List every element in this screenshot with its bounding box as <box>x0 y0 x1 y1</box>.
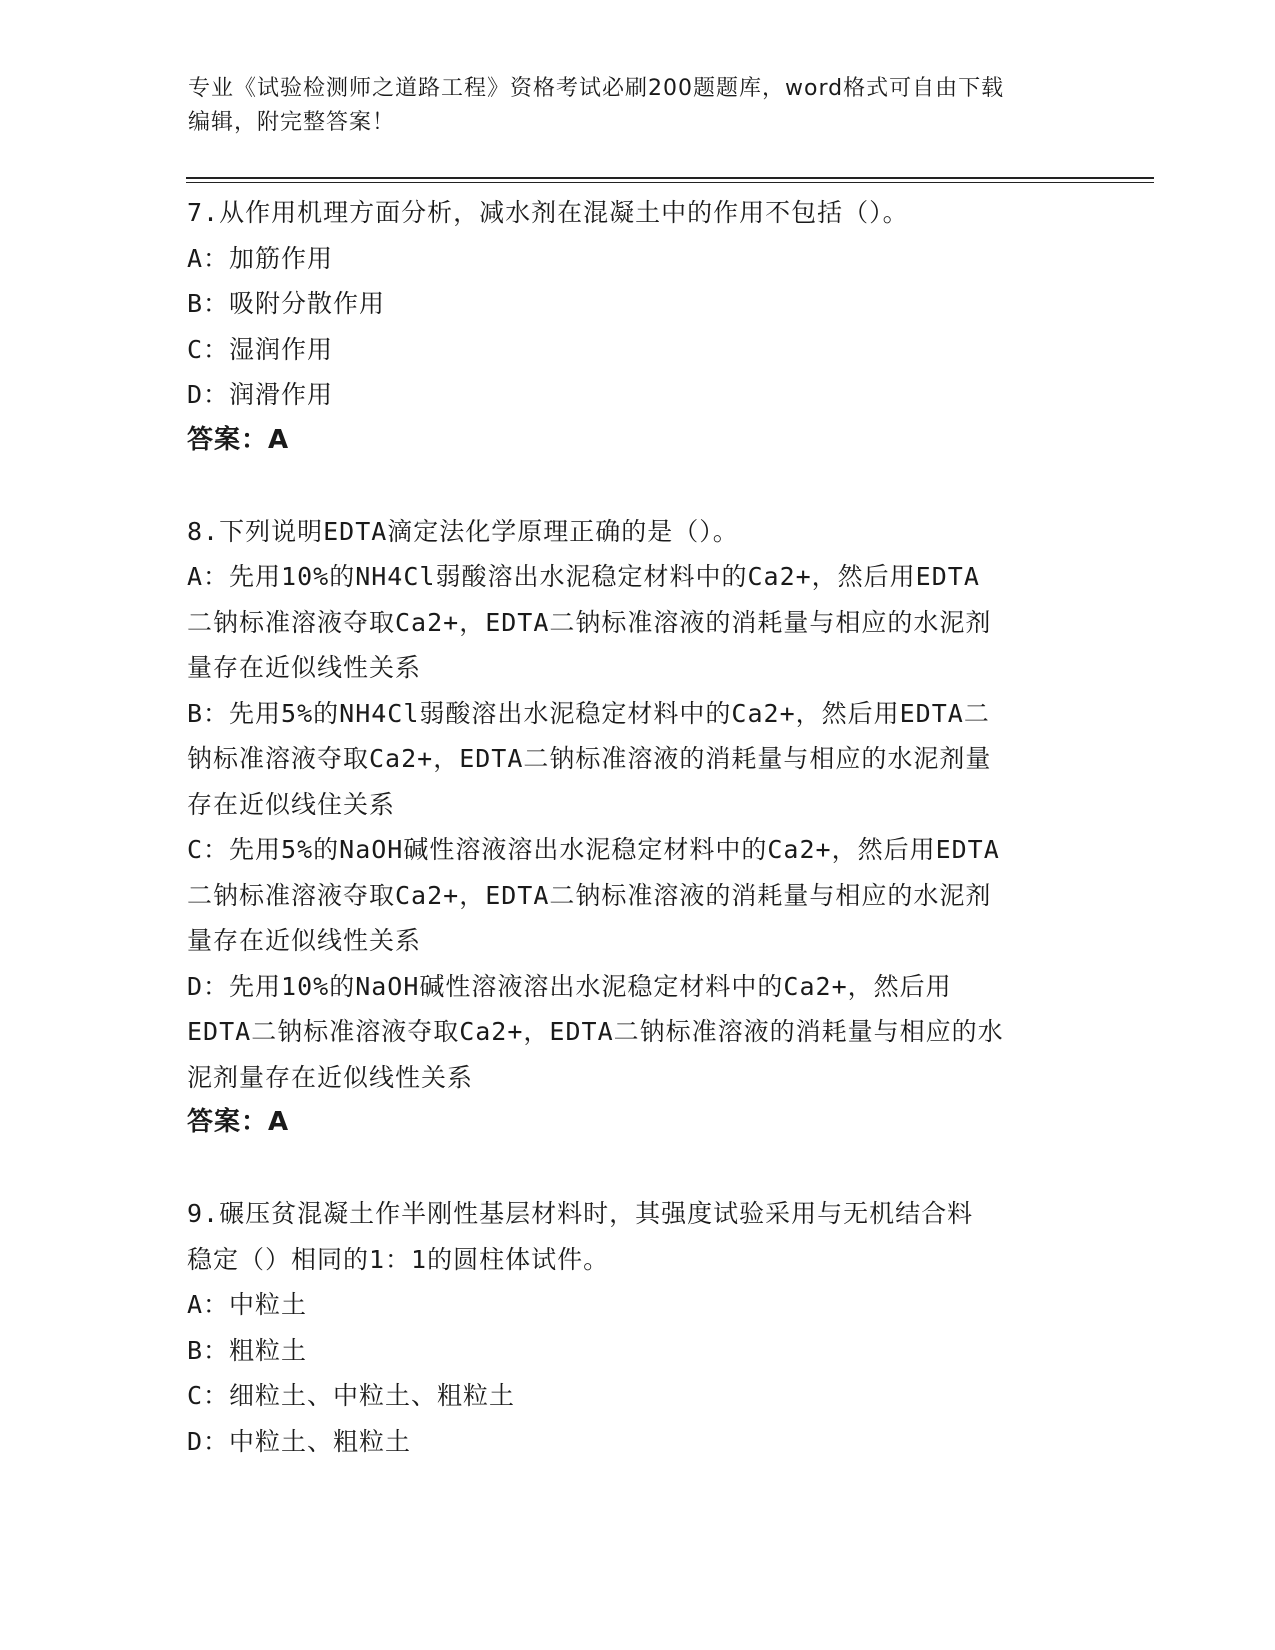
header-divider-thick <box>186 177 1154 179</box>
option-line: 钠标准溶液夺取Ca2+，EDTA二钠标准溶液的消耗量与相应的水泥剂量 <box>187 744 992 773</box>
question-block <box>187 509 1087 1146</box>
option-line: C：湿润作用 <box>187 334 334 364</box>
header-line-1: 专业《试验检测师之道路工程》资格考试必刷200题题库，word格式可自由下载 <box>188 76 1005 101</box>
option-line: C：细粒土、中粒土、粗粒土 <box>187 1381 516 1410</box>
question-block <box>187 190 1087 463</box>
option-line: B：吸附分散作用 <box>187 289 386 318</box>
option-line: C：先用5%的NaOH碱性溶液溶出水泥稳定材料中的Ca2+，然后用EDTA <box>187 835 1000 864</box>
option-line: 二钠标准溶液夺取Ca2+，EDTA二钠标准溶液的消耗量与相应的水泥剂 <box>187 607 992 637</box>
answer-line: 答案：A <box>187 1107 290 1137</box>
option-line: D：先用10%的NaOH碱性溶液溶出水泥稳定材料中的Ca2+，然后用 <box>187 971 952 1001</box>
option-line: A：先用10%的NH4Cl弱酸溶出水泥稳定材料中的Ca2+，然后用EDTA <box>187 562 980 591</box>
question-stem-line: 8.下列说明EDTA滴定法化学原理正确的是（）。 <box>187 516 739 546</box>
option-line: A：中粒土 <box>187 1290 308 1319</box>
document-header <box>188 72 1068 140</box>
option-line: 量存在近似线性关系 <box>187 926 422 955</box>
header-line-2: 编辑，附完整答案！ <box>188 110 396 135</box>
question-list <box>187 190 1087 1510</box>
option-line: 二钠标准溶液夺取Ca2+，EDTA二钠标准溶液的消耗量与相应的水泥剂 <box>187 880 992 910</box>
option-line: 存在近似线住关系 <box>187 789 396 819</box>
option-line: B：先用5%的NH4Cl弱酸溶出水泥稳定材料中的Ca2+，然后用EDTA二 <box>187 698 990 728</box>
option-line: B：粗粒土 <box>187 1335 308 1365</box>
question-block <box>187 1191 1087 1464</box>
option-line: EDTA二钠标准溶液夺取Ca2+，EDTA二钠标准溶液的消耗量与相应的水 <box>187 1017 1004 1046</box>
question-stem-line: 稳定（）相同的1：1的圆柱体试件。 <box>187 1244 610 1274</box>
question-stem-line: 9.碾压贫混凝土作半刚性基层材料时，其强度试验采用与无机结合料 <box>187 1199 974 1228</box>
question-stem-line: 7.从作用机理方面分析，减水剂在混凝土中的作用不包括（）。 <box>187 198 909 227</box>
option-line: D：中粒土、粗粒土 <box>187 1426 412 1456</box>
header-divider-thin <box>186 182 1154 183</box>
option-line: 泥剂量存在近似线性关系 <box>187 1062 474 1092</box>
option-line: D：润滑作用 <box>187 380 334 409</box>
answer-line: 答案：A <box>187 424 290 455</box>
option-line: 量存在近似线性关系 <box>187 653 422 682</box>
option-line: A：加筋作用 <box>187 243 334 273</box>
